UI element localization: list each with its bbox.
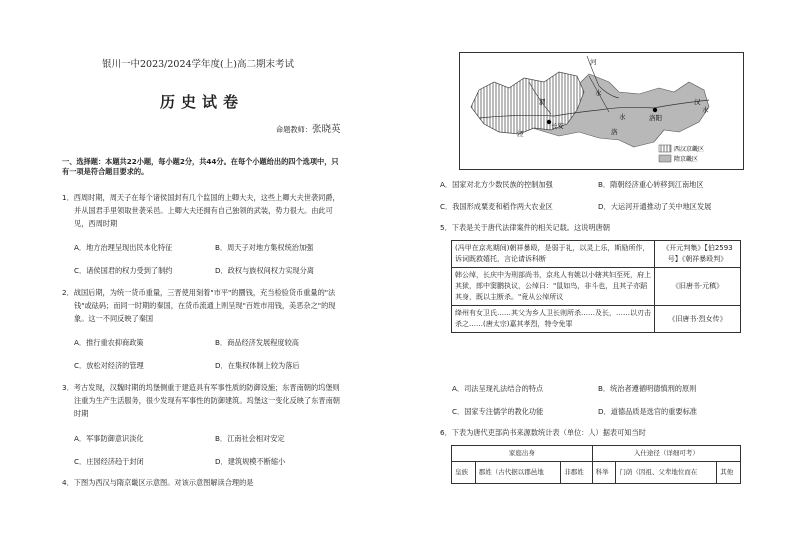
map-label-jing: 泾 [517, 130, 524, 138]
table-cell: (冯甲在京兆期间)朝祥暴殴，是弱于礼，以灵上乐，斯励所作，诉词既救嬉托，言论请诉科断 [452, 241, 655, 268]
question-2: 2．战国后期，为统一货币重量，三晋使用刻着"市平"的圜钱，充当检验货币重量的"法 钱"或砝码；而同一时期的秦国，在货币流通上则呈现"百姓市用钱，美恶杂之"的现 象。这一不同反映了秦国 [62, 288, 336, 323]
table-cell: 非郡姓 [561, 462, 592, 484]
table-cell: 科举 [592, 462, 616, 484]
question-4: 4．下图为西汉与隋京畿区示意图。对该示意图解读合理的是 [62, 478, 254, 487]
table-cell: 门荫（因祖、父辈地位而在 [616, 462, 717, 484]
table-header-family: 家庭出身 [452, 446, 593, 462]
q4-option-b[interactable]: B．隋朝经济重心转移到江南地区 [598, 180, 704, 189]
map-label-he: 河 [590, 58, 597, 66]
q4-option-a[interactable]: A．国家对北方少数民族的控制加强 [440, 180, 553, 189]
q5-table [451, 240, 741, 333]
q1-option-d[interactable]: D．政权与族权间权力实现分离 [215, 266, 314, 275]
legend-sui-label: 隋京畿区 [674, 156, 699, 163]
q6-table [451, 445, 741, 484]
q2-option-d[interactable]: D．在集权体制上较为落后 [215, 361, 300, 370]
map-label-changan: 长安 [551, 122, 564, 130]
q3-option-c[interactable]: C．庄园经济趋于封闭 [74, 457, 144, 466]
map-label-wei: 渭 [539, 98, 546, 106]
q3-option-a[interactable]: A．军事防御意识淡化 [74, 434, 144, 443]
map-label-han: 汉 [694, 98, 701, 106]
question-5: 5．下表是关于唐代法律案件的相关记载。这说明唐朝 [440, 223, 610, 232]
map-label-shui-1: 水 [595, 89, 602, 97]
author-name: 张晓英 [311, 124, 341, 135]
table-row [452, 306, 741, 333]
question-3: 3．考古发现，汉魏时期的坞堡侧重于建造具有军事性质的防御设施；东晋南朝的坞堡则 注重为生产生活服务，很少发现有军事性的防御建筑。坞堡这一变化反映了东晋南朝 时期 [62, 383, 340, 418]
table-header-entry: 入仕途径（详细可考） [592, 446, 740, 462]
luoyang-marker [653, 108, 657, 112]
table-cell: 绛州有女卫氏……其父为乡人卫长则所杀……及长，……以刃击杀之……(唐太宗)嘉其孝烈，特令免罪 [452, 306, 655, 333]
legend-sui-swatch [659, 155, 671, 162]
map-label-luo: 洛 [611, 128, 618, 136]
q5-option-a[interactable]: A．司法呈现礼法结合的特点 [452, 384, 544, 393]
q2-option-a[interactable]: A．推行重农抑商政策 [74, 338, 144, 347]
table-cell: 郡姓（古代据以郡邑地 [475, 462, 560, 484]
capital-region-map [459, 52, 744, 170]
section1-intro: 一、选择题：本题共22小题，每小题2分，共44分。在每个小题给出的四个选项中，只 有一项是符合题目要求的。 [62, 157, 339, 176]
q1-option-a[interactable]: A．地方治理呈现出民本化特征 [74, 243, 173, 252]
table-row [452, 241, 741, 268]
q5-option-d[interactable]: D．道德品质是选官的重要标准 [598, 407, 697, 416]
table-cell: 《开元判集》【伯2593号】《朝祥暴殴判》 [655, 241, 741, 268]
map-label-shui-2: 水 [619, 113, 626, 121]
map-label-luoyang: 洛阳 [649, 114, 662, 122]
q5-option-b[interactable]: B．统治者遵循明德慎刑的原则 [598, 384, 697, 393]
question-1: 1．西周时期，周天子在每个诸侯国封有几个监国的上卿大夫，这些上卿大夫世袭同爵， 并从国君手里领取世袭采邑。上卿大夫还拥有自己独领的武装，势力很大。由此可 见，西周时期 [62, 193, 340, 228]
author-line [276, 125, 340, 135]
q3-option-b[interactable]: B．江南社会相对安定 [215, 434, 285, 443]
subject-title: 历史试卷 [160, 93, 245, 111]
table-cell: 《旧唐书·元稹》 [655, 268, 741, 306]
q1-option-c[interactable]: C．诸侯国君的权力受到了制约 [74, 266, 173, 275]
q5-option-c[interactable]: C．国家专注儒学的教化功能 [452, 407, 544, 416]
table-cell: 韩公绰，长庆中为刑部尚书，京兆人有姚以小辖其妇至死，府上其狱，郎中窦鹏执议，公绰曰："鼠如鸟，非斗也，且其子亦蹈其身，既以主断杀。"竟从公绰所议 [452, 268, 655, 306]
table-cell: 皇族 [452, 462, 476, 484]
q4-option-d[interactable]: D．大运河开通推动了关中地区发展 [598, 202, 712, 211]
legend-west-han-label: 西汉京畿区 [674, 146, 705, 153]
table-row [452, 268, 741, 306]
q4-option-c[interactable]: C．我国形成粟麦和稻作两大农业区 [440, 202, 553, 211]
author-label: 命题教师： [276, 125, 312, 134]
map-label-shui-3: 水 [702, 106, 709, 114]
table-row [452, 462, 741, 484]
q1-option-b[interactable]: B．周天子对地方集权统治加强 [215, 243, 314, 252]
q2-option-c[interactable]: C．放松对经济的管理 [74, 361, 144, 370]
legend-west-han-swatch [659, 145, 671, 152]
question-6: 6．下表为唐代吏部尚书来源数统计表（单位：人）据表可知当时 [440, 428, 646, 437]
table-cell: 《旧唐书·烈女传》 [655, 306, 741, 333]
table-cell: 其他 [717, 462, 741, 484]
q3-option-d[interactable]: D．建筑规模不断缩小 [215, 457, 286, 466]
exam-title: 银川一中2023/2024学年度(上)高二期末考试 [102, 59, 294, 70]
table-row [452, 446, 741, 462]
q2-option-b[interactable]: B．商品经济发展程度较高 [215, 338, 299, 347]
